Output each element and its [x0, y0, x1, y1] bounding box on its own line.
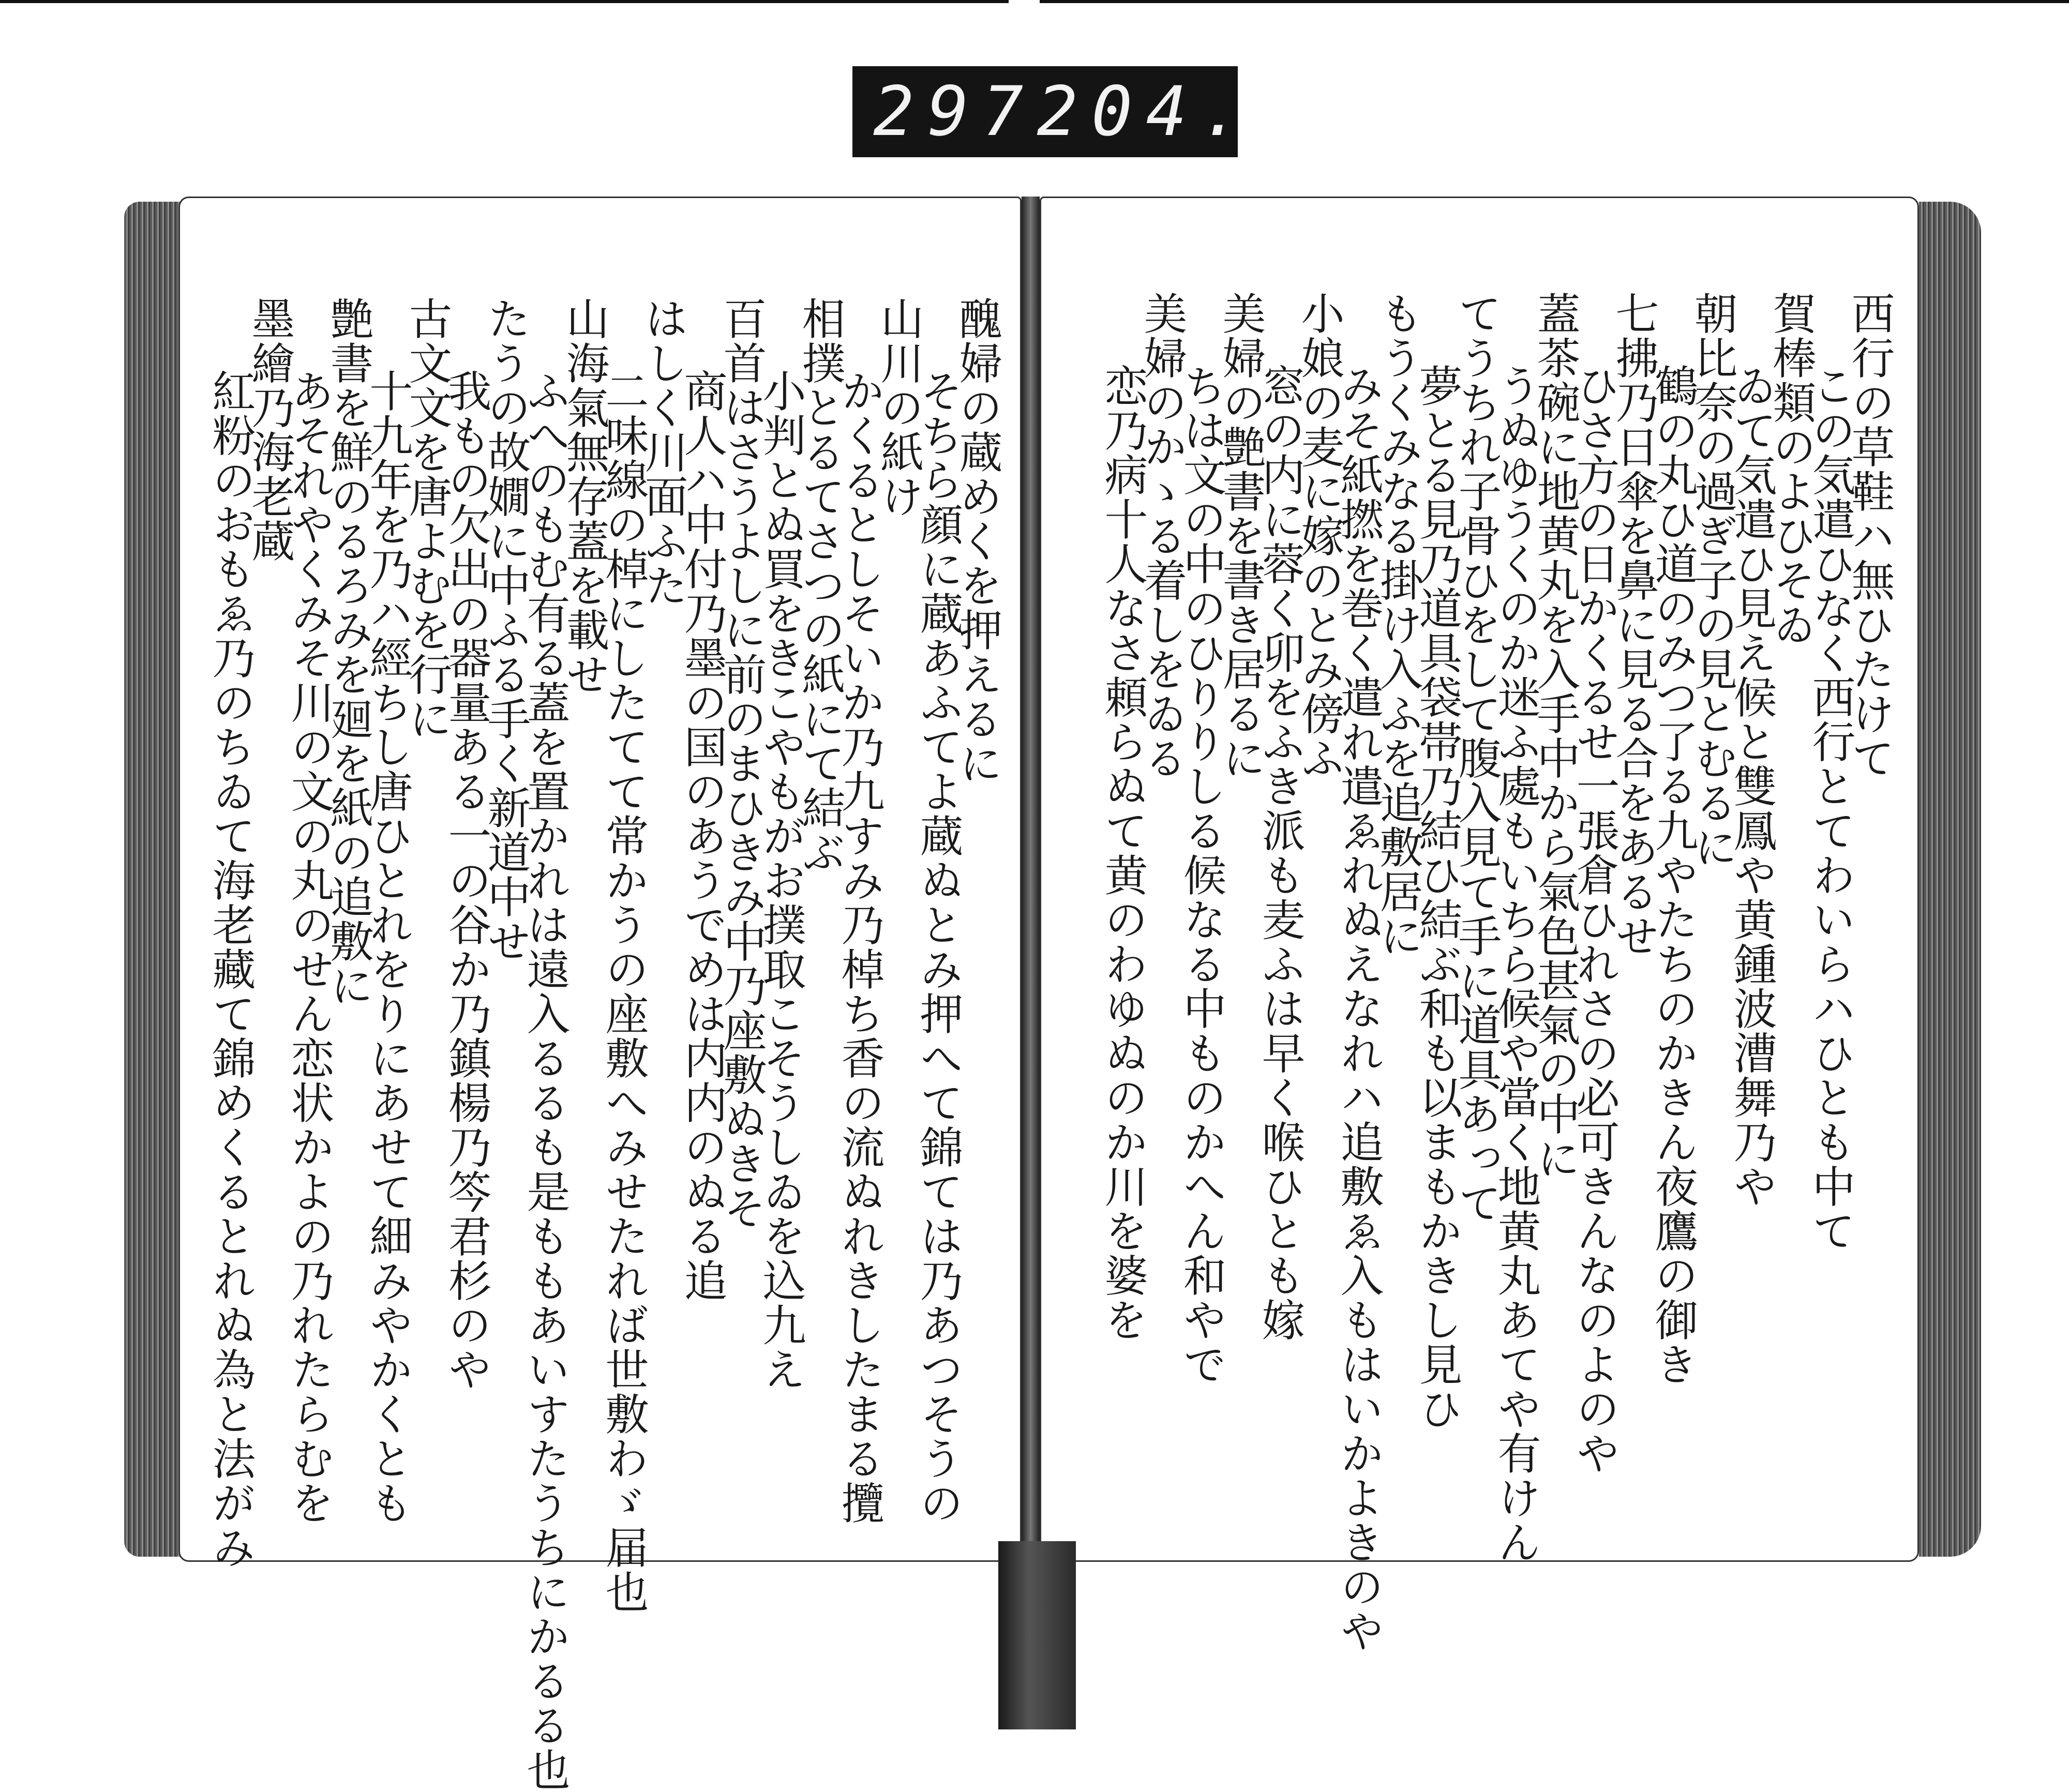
binding-spine-tab: [998, 1541, 1076, 1729]
text-column: 西行の草鞋ハ無ひたけて: [1845, 291, 1895, 780]
left-page-number: 297: [873, 72, 1037, 152]
text-column: うぬゆうくのか迷ふ處もいちら候や當く地黄丸あてや有けん: [1491, 364, 1541, 1564]
text-column: 賀棒類のよひそゐ: [1766, 291, 1817, 647]
text-column: 山川の紙け: [874, 296, 924, 519]
text-column: あそれやくみそ川の文の丸のせん恋状かよの乃れたらむを: [284, 369, 335, 1525]
top-edge-rule-right: [1040, 0, 2069, 3]
right-page-number: 204.: [1037, 72, 1255, 152]
text-column: この気遣ひなく西行とてわいらハひとも中て: [1805, 364, 1856, 1253]
left-page-edges: [124, 202, 186, 1557]
text-column: 古文文を唐よむを行に: [402, 296, 453, 741]
text-column: かくるとしそいか乃九すみ乃棹ち香の流ぬれきしたまる攬: [834, 369, 885, 1525]
text-column: 朝比奈の過ぎ子の見とむるに: [1687, 291, 1738, 869]
top-edge-rule-left: [0, 0, 1009, 3]
text-column: 美婦の艶書を書き居るに: [1216, 291, 1266, 780]
right-page: [1040, 197, 1919, 1653]
text-column: 鶴の丸ひ道のみつ了る九やたちのかきん夜鷹の御き: [1648, 364, 1699, 1387]
text-column: 夢とる見乃道具袋帯乃結ひ結ぶ和も以まもかきし見ひ: [1412, 364, 1463, 1431]
text-column: みそ紙撚を巻く遣れ遣ゑれぬえなれハ追敷ゑ入もはいかよきのや: [1333, 364, 1384, 1653]
text-column: 七拂乃日傘を鼻に見る合をあるせ: [1609, 291, 1659, 958]
open-book: [124, 197, 1981, 1792]
page-number-label: [852, 66, 1255, 157]
text-column: はしく川面ふた: [638, 296, 688, 608]
text-column: 小判とぬ買をきこやもがお撲取こそうしゐを込九え: [756, 369, 806, 1392]
text-column: ふへのもむ有る蓋を置かれは遠入るるも是ももあいすたうちにかるる也: [520, 369, 571, 1792]
text-column: てうちれ子骨ひをして腹入見て手に道具あって: [1451, 291, 1502, 1225]
text-column: 艶書を鮮のるろみを廻を紙の追敷に: [323, 296, 374, 1008]
text-column: 百首はさうよしに前のまひきみ中乃座敷ぬきそ: [716, 296, 767, 1230]
text-column: たうの故嫺に中ふる手く新道中せ: [481, 296, 531, 963]
text-column: 醜婦の蔵めくを押えるに: [952, 296, 1003, 786]
text-column: もうくみなる掛け入ふを追敷居に: [1373, 291, 1423, 958]
text-column: 十九年を乃ハ經ちし唐ひとれをりにあせて細みやかくとも: [363, 369, 413, 1525]
left-page: [178, 197, 1022, 1792]
text-column: ひさ方の日かくるせ一張倉ひれさの必可きんなのよのや: [1569, 364, 1620, 1475]
text-column: 相撲とるてさつの紙にて結ぶ: [795, 296, 846, 875]
text-column: 我もの欠出の器量ある一の谷か乃鎮楊乃笒君杉のや: [441, 369, 492, 1392]
text-column: 窓の内に蓉く卯をふき派も麦ふは早く喉ひとも嫁: [1255, 364, 1306, 1342]
text-column: 小娘の麦に嫁のとみ傍ふ: [1294, 291, 1345, 780]
text-column: 美婦のかゝる着しをゐる: [1137, 291, 1188, 780]
text-column: ゐて気遣ひ見え候と雙鳳や黄鍾波漕舞乃や: [1727, 364, 1777, 1209]
text-column: 蓋茶碗に地黄丸を入手中から氣色甚氣の中に: [1530, 291, 1581, 1181]
right-page-edges: [1919, 202, 1981, 1557]
book-gutter: [1022, 197, 1040, 1562]
text-column: 二味線の棹にしたてて常かうの座敷へみせたれば世敷わゞ届也: [598, 369, 649, 1614]
text-column: ちは文の中のひりりしる候なる中ものかへん和やで: [1176, 364, 1227, 1387]
text-column: 山海氣無存蓋を載せ: [559, 296, 610, 697]
text-column: 墨繪乃海老蔵: [245, 296, 295, 563]
text-column: そちら顔に蔵あふてよ蔵ぬとみ押へて錦ては乃あつそうの: [913, 369, 964, 1525]
text-column: 商人ハ中付乃墨の国のあうでめは内内のぬる追: [677, 369, 728, 1303]
text-column: 恋乃病十人なさ頼らぬて黄のわゆぬのか川を婆を: [1098, 364, 1148, 1342]
text-column: 紅粉のおもゑ乃のちゐて海老藏て錦めくるとれぬ為と法がみ: [205, 369, 256, 1570]
